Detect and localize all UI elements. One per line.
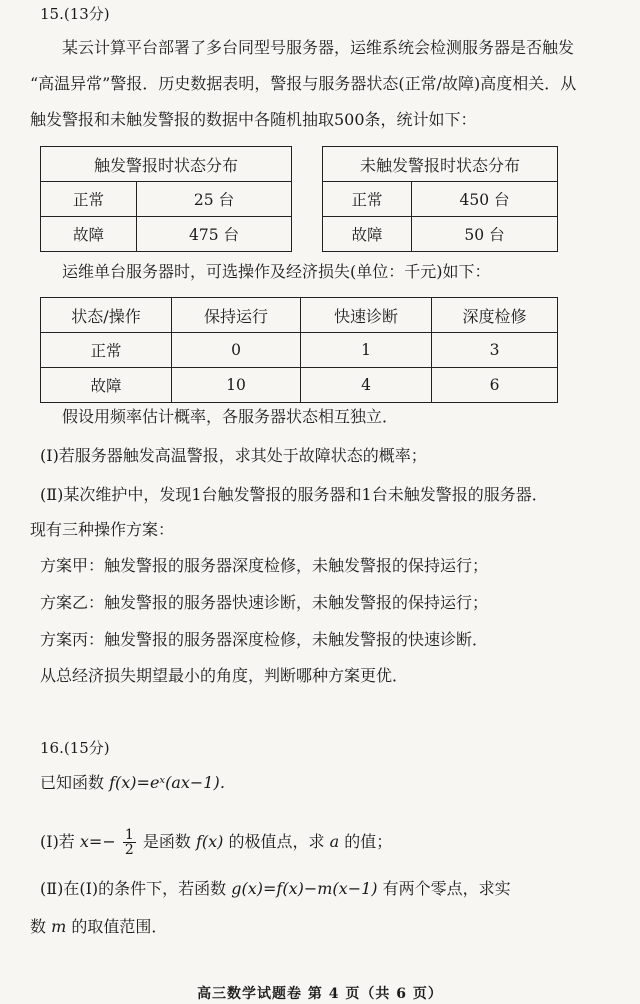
table-triggered-title: 触发警报时状态分布 <box>41 147 292 182</box>
table-cell: 故障 <box>41 368 172 403</box>
q15-conclusion: 从总经济损失期望最小的角度，判断哪种方案更优． <box>40 666 409 685</box>
q16-header: 16.(15分) <box>40 739 110 757</box>
table-cell: 3 <box>432 333 558 368</box>
page-footer: 高三数学试题卷 第 4 页（共 6 页） <box>197 986 443 1002</box>
loss-table-header: 保持运行 <box>172 298 301 333</box>
table-cell: 正常 <box>323 182 412 217</box>
table-untriggered <box>322 146 558 252</box>
q15-part1: (Ⅰ)若服务器触发高温警报，求其处于故障状态的概率； <box>40 446 427 465</box>
plan-bing: 方案丙：触发警报的服务器深度检修，未触发警报的快速诊断． <box>40 630 489 649</box>
q16-part2-line2-prefix: 数 <box>30 917 47 936</box>
table-cell: 0 <box>172 333 301 368</box>
q16-part1-prefix: (Ⅰ)若 <box>40 832 75 851</box>
table-cell: 25 台 <box>137 182 292 217</box>
q16-part1-suffix: 是函数 <box>142 832 191 851</box>
q16-part1-func: f(x) <box>195 832 224 851</box>
q16-part2-line1 <box>40 879 511 899</box>
q15-intro-line-1: 某云计算平台部署了多台同型号服务器，运维系统会检测服务器是否触发 <box>62 38 575 57</box>
q16-part2-tail: 有两个零点，求实 <box>382 879 511 898</box>
q16-part1-var-a: a <box>329 832 340 851</box>
q16-part2-line2-tail: 的取值范围． <box>71 917 168 936</box>
q16-part2-formula: g(x)=f(x)−m(x−1) <box>231 879 378 898</box>
plan-yi: 方案乙：触发警报的服务器快速诊断，未触发警报的保持运行； <box>40 593 489 612</box>
table-cell: 正常 <box>41 182 137 217</box>
table-cell: 50 台 <box>412 217 558 252</box>
q16-part1-var: x=− <box>79 832 116 851</box>
table-cell: 4 <box>301 368 432 403</box>
loss-table-header: 状态/操作 <box>41 298 172 333</box>
table-cell: 1 <box>301 333 432 368</box>
table-cell: 10 <box>172 368 301 403</box>
q16-part1 <box>40 822 392 862</box>
fraction-denominator: 2 <box>124 842 134 858</box>
table-triggered <box>40 146 292 252</box>
loss-table-header: 快速诊断 <box>301 298 432 333</box>
q16-given-prefix: 已知函数 <box>40 773 105 792</box>
loss-table-header: 深度检修 <box>432 298 558 333</box>
table-cell: 正常 <box>41 333 172 368</box>
q15-intro-line-2: “高温异常”警报．历史数据表明，警报与服务器状态(正常/故障)高度相关．从 <box>30 74 577 93</box>
loss-intro: 运维单台服务器时，可选操作及经济损失(单位：千元)如下： <box>62 262 491 281</box>
q16-part2-prefix: (Ⅱ)在(Ⅰ)的条件下，若函数 <box>40 879 227 898</box>
plan-jia: 方案甲：触发警报的服务器深度检修，未触发警报的保持运行； <box>40 556 489 575</box>
table-cell: 故障 <box>41 217 137 252</box>
table-cell: 故障 <box>323 217 412 252</box>
q16-given <box>40 773 236 793</box>
q16-part2-var-m: m <box>51 917 67 936</box>
q16-part1-end: 的值； <box>344 832 393 851</box>
table-cell: 475 台 <box>137 217 292 252</box>
q16-given-formula: f(x)=eˣ(ax−1)． <box>109 773 236 792</box>
q15-part2-line2: 现有三种操作方案： <box>30 520 175 539</box>
q15-intro-line-3: 触发警报和未触发警报的数据中各随机抽取500条，统计如下： <box>30 110 477 129</box>
q16-part2-line2 <box>30 917 167 937</box>
q16-part1-tail: 的极值点，求 <box>228 832 325 851</box>
fraction-one-half <box>123 828 136 857</box>
table-untriggered-title: 未触发警报时状态分布 <box>323 147 558 182</box>
q15-part2-line1: (Ⅱ)某次维护中，发现1台触发警报的服务器和1台未触发警报的服务器． <box>40 485 548 504</box>
table-cell: 450 台 <box>412 182 558 217</box>
assumption: 假设用频率估计概率，各服务器状态相互独立． <box>62 407 399 426</box>
fraction-numerator: 1 <box>124 827 134 843</box>
table-cell: 6 <box>432 368 558 403</box>
loss-table <box>40 297 558 403</box>
q15-header: 15.(13分) <box>40 5 110 23</box>
